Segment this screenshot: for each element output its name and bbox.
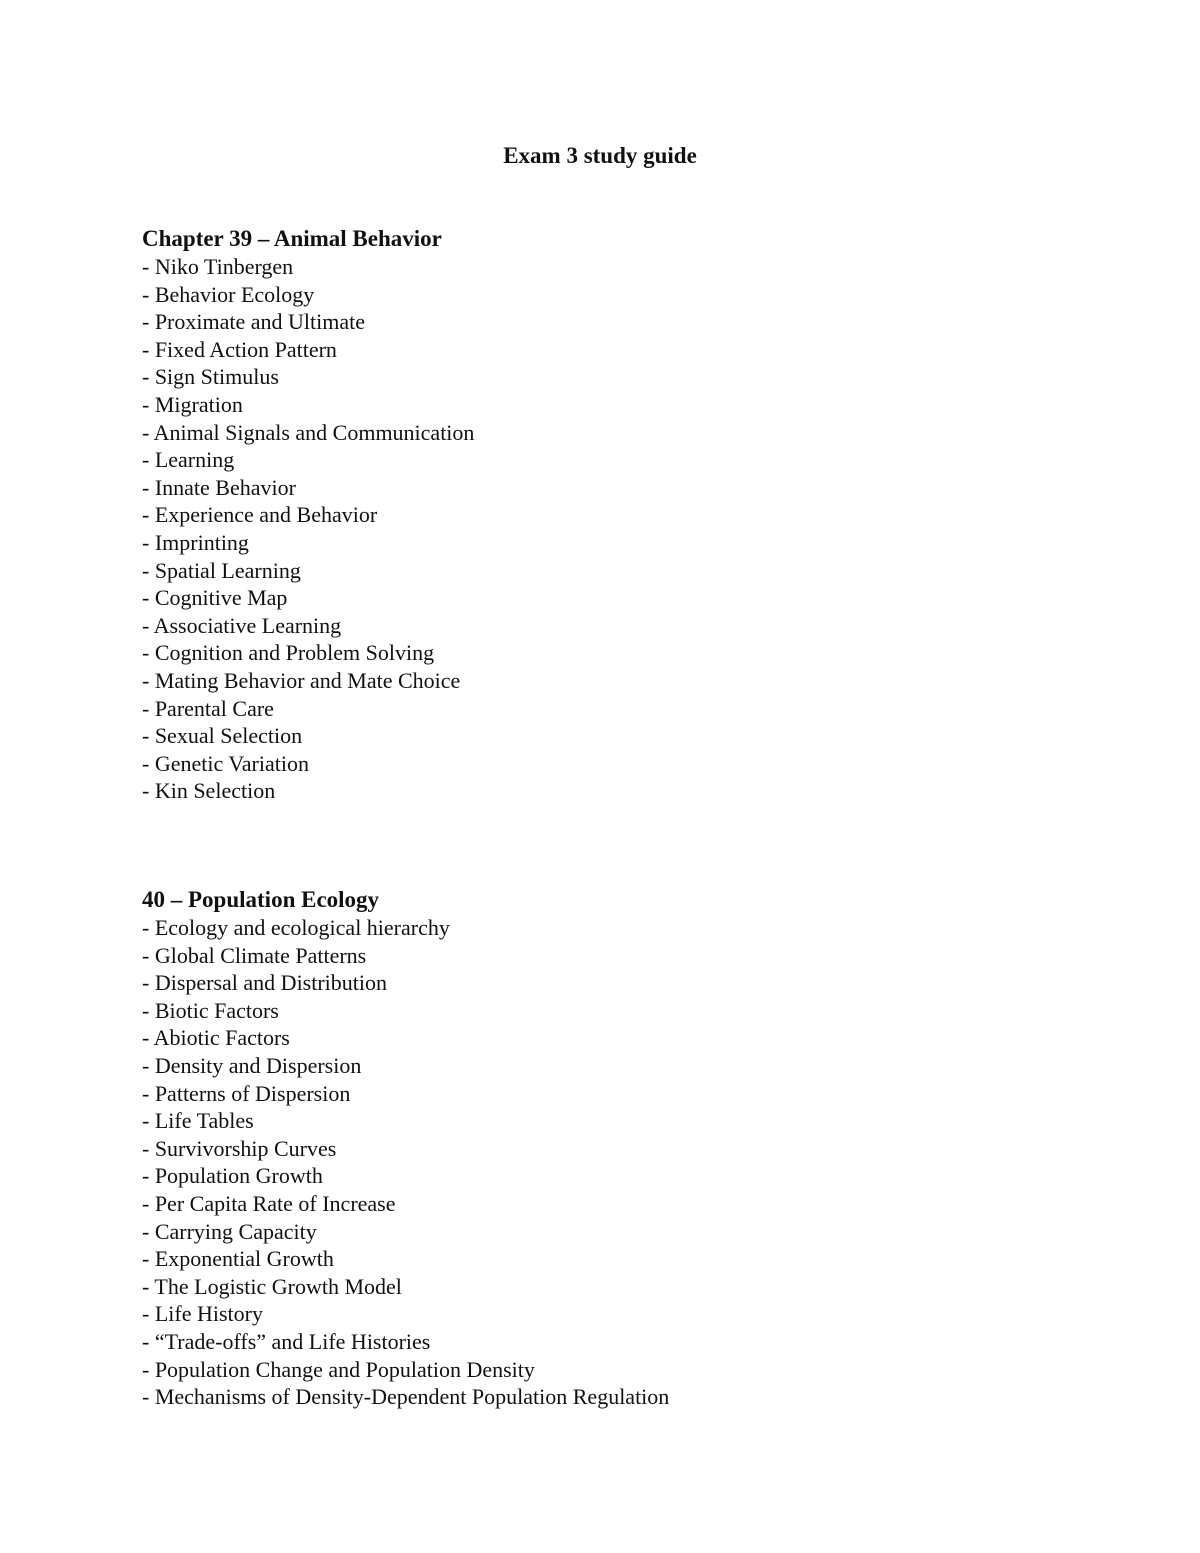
list-item: - Global Climate Patterns: [142, 942, 367, 968]
list-item: - Cognition and Problem Solving: [142, 640, 435, 666]
list-item: - Animal Signals and Communication: [142, 419, 475, 445]
list-item: - Spatial Learning: [142, 557, 301, 583]
page-title: Exam 3 study guide: [503, 143, 697, 168]
section-heading: Chapter 39 – Animal Behavior: [142, 226, 442, 251]
list-item: - Life History: [142, 1301, 263, 1327]
list-item: - Population Change and Population Density: [142, 1356, 535, 1382]
list-item: - Innate Behavior: [142, 474, 296, 500]
list-item: - Imprinting: [142, 529, 249, 555]
list-item: - Sign Stimulus: [142, 364, 279, 390]
list-item: - Sexual Selection: [142, 723, 303, 749]
list-item: - Abiotic Factors: [142, 1025, 290, 1051]
list-item: - Experience and Behavior: [142, 502, 378, 528]
list-item: - Exponential Growth: [142, 1246, 334, 1272]
section-chapter-39: [142, 225, 1042, 805]
list-item: - Learning: [142, 447, 235, 473]
section-chapter-40: [142, 886, 1042, 1411]
list-item: - Genetic Variation: [142, 750, 309, 776]
list-item: - Density and Dispersion: [142, 1052, 362, 1078]
list-item: - Survivorship Curves: [142, 1135, 337, 1161]
list-item: - Patterns of Dispersion: [142, 1080, 351, 1106]
list-item: - Carrying Capacity: [142, 1218, 317, 1244]
list-item: - Ecology and ecological hierarchy: [142, 915, 450, 940]
list-item: - Associative Learning: [142, 612, 342, 638]
list-item: - The Logistic Growth Model: [142, 1273, 402, 1299]
list-item: - Fixed Action Pattern: [142, 336, 337, 362]
list-item: - Behavior Ecology: [142, 281, 315, 307]
list-item: - Biotic Factors: [142, 997, 279, 1023]
topic-list: [142, 253, 1042, 805]
list-item: - Dispersal and Distribution: [142, 970, 388, 996]
list-item: - Niko Tinbergen: [142, 254, 294, 279]
list-item: - Life Tables: [142, 1108, 254, 1134]
topic-list: [142, 914, 1042, 1411]
list-item: - Mating Behavior and Mate Choice: [142, 667, 461, 693]
list-item: - Migration: [142, 391, 243, 417]
list-item: - Mechanisms of Density-Dependent Population Regulation: [142, 1384, 670, 1410]
list-item: - Parental Care: [142, 695, 274, 721]
list-item: - Kin Selection: [142, 778, 276, 804]
list-item: - “Trade-offs” and Life Histories: [142, 1328, 431, 1354]
list-item: - Per Capita Rate of Increase: [142, 1190, 396, 1216]
list-item: - Population Growth: [142, 1163, 323, 1189]
section-heading: 40 – Population Ecology: [142, 887, 380, 912]
list-item: - Cognitive Map: [142, 585, 288, 611]
list-item: - Proximate and Ultimate: [142, 309, 365, 335]
